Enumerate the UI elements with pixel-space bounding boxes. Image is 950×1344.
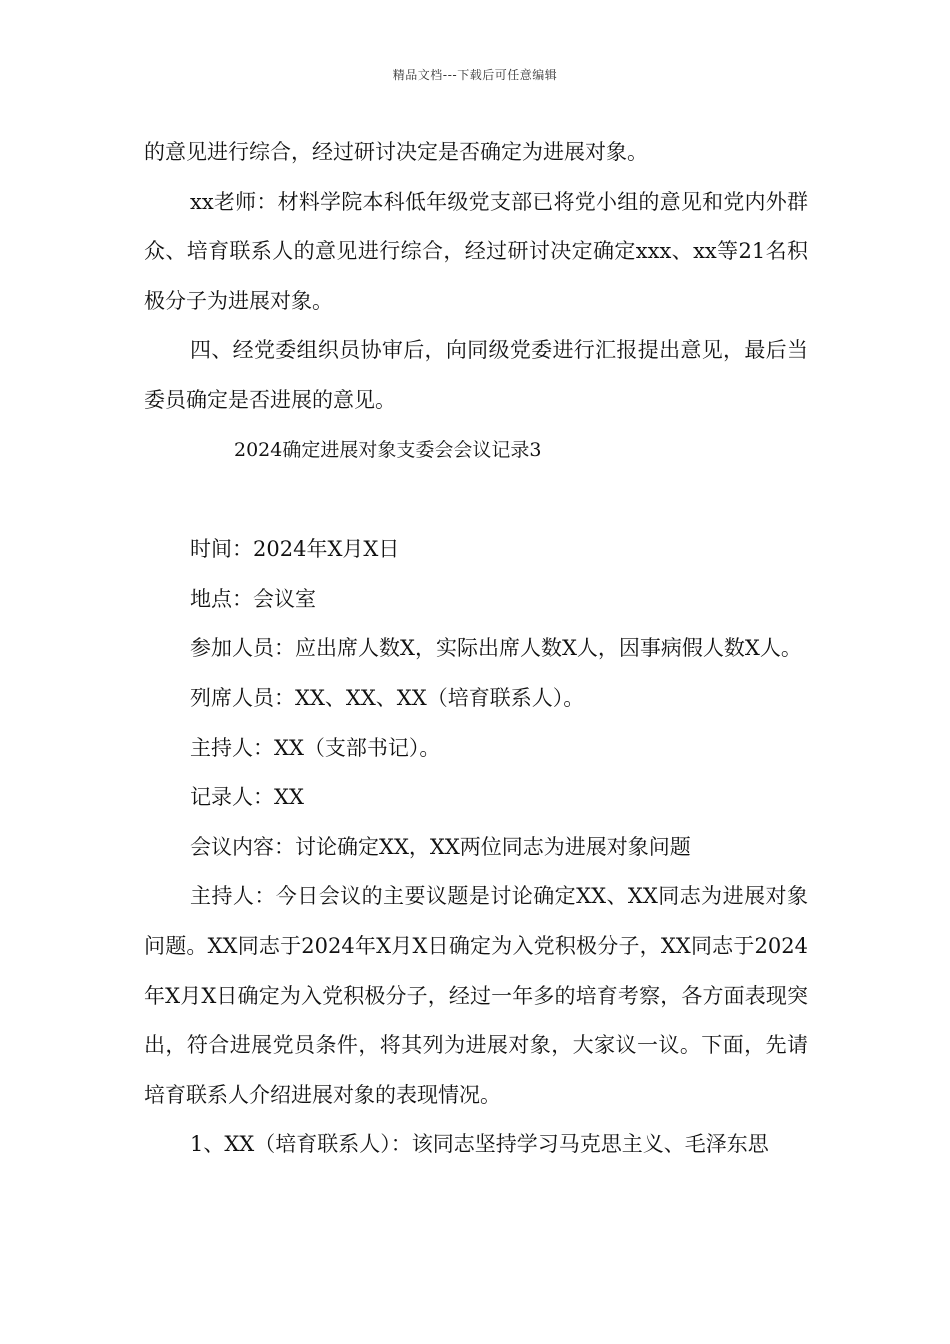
paragraph-observers: 列席人员：XX、XX、XX（培育联系人）。	[190, 685, 585, 710]
paragraph-attendees: 参加人员：应出席人数X，实际出席人数X人，因事病假人数X人。	[190, 636, 802, 661]
spacer	[144, 475, 808, 525]
paragraph-recorder: 记录人：XX	[190, 785, 304, 810]
paragraph-location: 地点：会议室	[190, 586, 316, 611]
paragraph-host-speech: 主持人：今日会议的主要议题是讨论确定XX、XX同志为进展对象问题。XX同志于2024年X月X日确定为入党积极分子，XX同志于2024年X月X日确定为入党积极分子，经过一年多的培育考察，各方面表现突出，符合进展党员条件，将其列为进展对象，大家议一议。下面，先请培育联系人介绍进展对象的表现情况。	[144, 884, 808, 1107]
paragraph-time: 时间：2024年X月X日	[190, 537, 400, 562]
page-header: 精品文档---下载后可任意编辑	[392, 68, 558, 82]
paragraph-host: 主持人：XX（支部书记）。	[190, 735, 441, 760]
paragraph-contact-person: 1、XX（培育联系人）：该同志坚持学习马克思主义、毛泽东思	[190, 1132, 769, 1157]
paragraph-meeting-content: 会议内容：讨论确定XX，XX两位同志为进展对象问题	[190, 834, 691, 859]
paragraph-teacher-statement: xx老师：材料学院本科低年级党支部已将党小组的意见和党内外群众、培育联系人的意见进行综合，经过研讨决定确定xxx、xx等21名积极分子为进展对象。	[144, 189, 808, 313]
paragraph-step-four: 四、经党委组织员协审后，向同级党委进行汇报提出意见，最后当委员确定是否进展的意见。	[144, 338, 808, 412]
paragraph-continuation: 的意见进行综合，经过研讨决定是否确定为进展对象。	[144, 140, 648, 164]
document-body	[144, 128, 808, 1170]
section-title: 2024确定进展对象支委会会议记录3	[234, 438, 542, 461]
